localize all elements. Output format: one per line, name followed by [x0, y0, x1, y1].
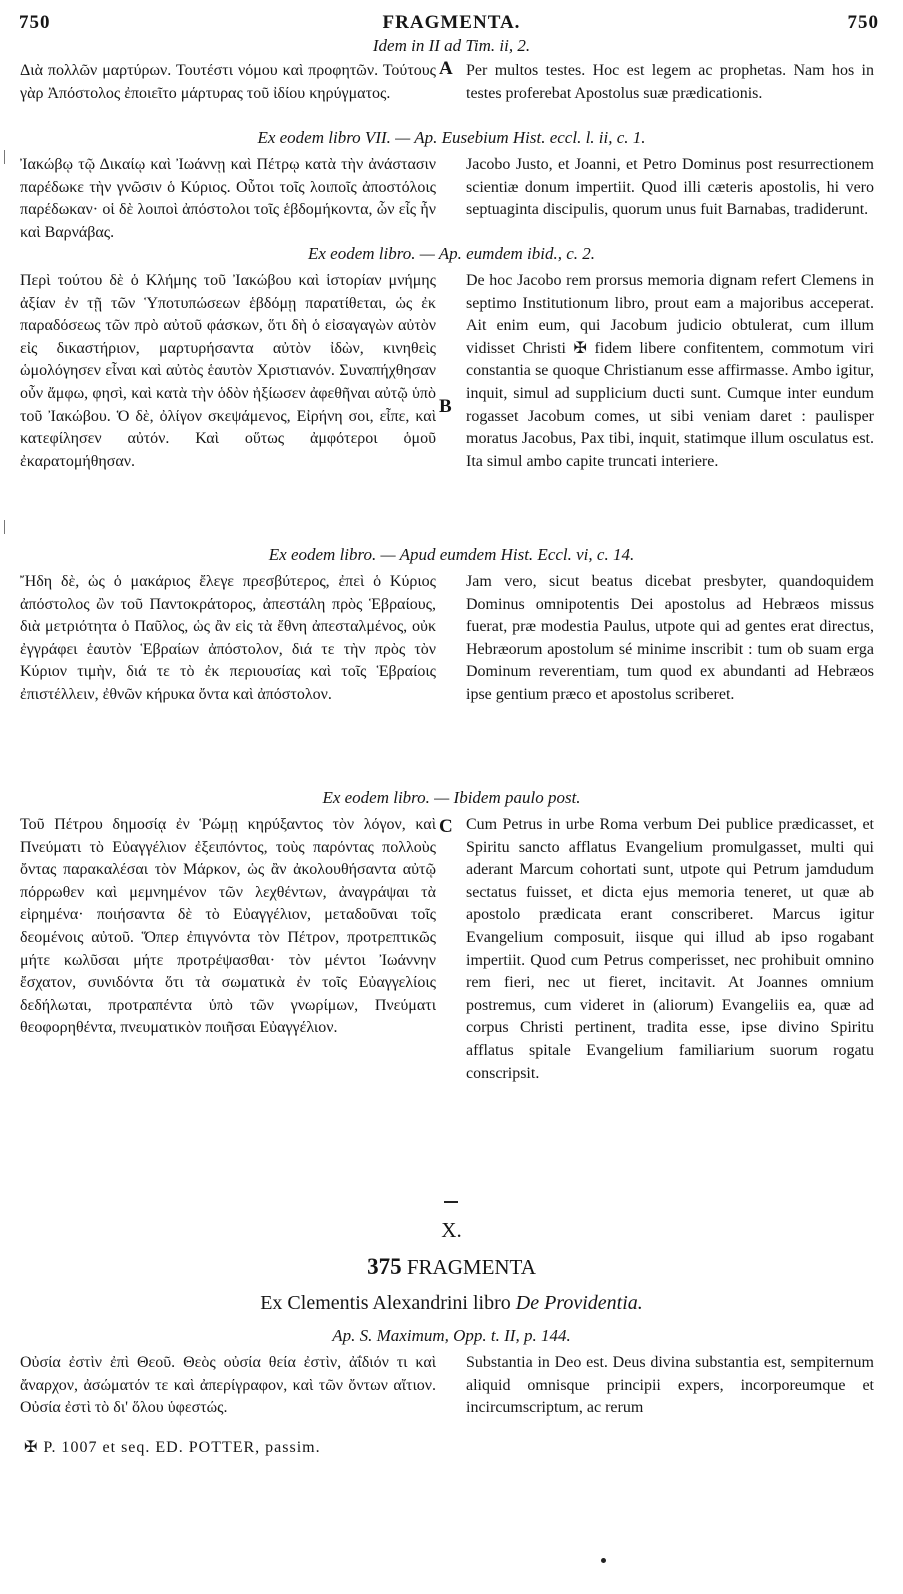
fragment-heading: FRAGMENTA	[406, 1255, 536, 1279]
section-subtitle	[0, 1292, 903, 1315]
margin-mark	[4, 520, 5, 534]
section-number: X.	[441, 1218, 462, 1242]
column-marker-a: A	[439, 58, 453, 79]
latin-column	[466, 1352, 874, 1420]
latin-text: Jacobo Justo, et Joanni, et Petro Dominus post resurrectionem scientiæ donum impertiit. Quod illi cæteris apostolis, hi vero septuaginta discipulis, quorum unus fuit Barnabas, tradiderunt.	[466, 156, 874, 219]
greek-text: Τοῦ Πέτρου δημοσίᾳ ἐν Ῥώμῃ κηρύξαντος τὸν λόγον, καὶ Πνεύματι τὸ Εὐαγγέλιον ἐξειπόντος, τοὺς παρόντας πολλοὺς ὄντας παρακαλέσαι τὸν Μάρκον, ὡς ἂν ἀκολουθήσαντα αὐτῷ πόρρωθεν καὶ μεμνημένον τῶν λεχθέντων, ἀναγράψαι τὰ εἰρημένα· ποιήσαντα δὲ τὸ Εὐαγγέλιον, μεταδοῦναι τοῖς δεομένοις αὐτοῦ. Ὅπερ ἐπιγνόντα τὸν Πέτρον, προτρεπτικῶς μήτε κωλῦσαι μήτε προτρέψασθαι· τὸν μέντοι Ἰωάννην ἔσχατον, συνιδόντα ὅτι τὰ σωματικὰ ἐν τοῖς Εὐαγγελίοις δεδήλωται, προτραπέντα ὑπὸ τῶν γνωρίμων, Πνεύματι θεοφορηθέντα, πνευματικὸν ποιῆσαι Εὐαγγέλιον.	[20, 816, 436, 1037]
section-title	[0, 1254, 903, 1280]
latin-text: Substantia in Deo est. Deus divina substantia est, sempiternum aliquid omnisque principii expers, incorporeumque et incircumscriptum, ac rerum	[466, 1354, 874, 1417]
page-number-left: 750	[19, 12, 51, 33]
footnote: ✠ P. 1007 et seq. ED. POTTER, passim.	[24, 1439, 321, 1456]
greek-text: Ἰακώβῳ τῷ Δικαίῳ καὶ Ἰωάννῃ καὶ Πέτρῳ κατὰ τὴν ἀνάστασιν παρέδωκε τὴν γνῶσιν ὁ Κύριος. Οὗτοι τοῖς λοιποῖς ἀποστόλοις παρέδωκαν· οἱ δὲ λοιποὶ ἀπόστολοι τοῖς ἑβδομήκοντα, ὧν εἷς ἦν καὶ Βαρνάβας.	[20, 156, 436, 241]
greek-column	[20, 60, 436, 105]
subtitle-work: De Providentia.	[515, 1292, 643, 1314]
latin-column	[466, 270, 874, 473]
greek-column	[20, 270, 436, 473]
margin-mark	[4, 150, 5, 164]
section-rubric: Ap. S. Maximum, Opp. t. II, p. 144.	[332, 1326, 571, 1345]
latin-text: Per multos testes. Hoc est legem ac prophetas. Nam hos in testes proferebat Apostolus suæ prædicationis.	[466, 62, 874, 102]
fragment-number: 375	[367, 1254, 402, 1279]
section-rubric: Ex eodem libro. — Ibidem paulo post.	[322, 788, 581, 807]
column-marker-c: C	[439, 816, 453, 837]
printer-mark	[601, 1558, 606, 1563]
section-rubric: Ex eodem libro. — Ap. eumdem ibid., c. 2.	[307, 244, 596, 263]
greek-text: Οὐσία ἐστὶν ἐπὶ Θεοῦ. Θεὸς οὐσία θεία ἐστὶν, ἀΐδιόν τι καὶ ἄναρχον, ἀσώματόν τε καὶ ἀπερίγραφον, καὶ τῶν ὄντων αἴτιον. Οὐσία ἐστὶ τὸ δι' ὅλου ὑφεστώς.	[20, 1354, 436, 1417]
page-number-right: 750	[847, 12, 879, 33]
latin-column	[466, 60, 874, 105]
latin-text: Jam vero, sicut beatus dicebat presbyter, quandoquidem Dominus omnipotentis Dei apostolus ad Hebræos missus fuerat, præ modestia Paulus, utpote qui ad gentes erat directus, Hebræorum apostolum sé minime inscribit : tum ob suam erga Dominum reverentiam, tum quod ex abundanti ad Hebræos ipse gentium præco et apostolus scriberet.	[466, 573, 874, 703]
section-divider	[444, 1201, 458, 1203]
greek-column	[20, 1352, 436, 1420]
section-rubric: Ex eodem libro VII. — Ap. Eusebium Hist. eccl. l. ii, c. 1.	[257, 128, 646, 147]
greek-text: Διὰ πολλῶν μαρτύρων. Τουτέστι νόμου καὶ προφητῶν. Τούτους γὰρ Ἀπόστολος ἐποιεῖτο μάρτυρας τοῦ ἰδίου κηρύγματος.	[20, 62, 436, 102]
latin-column	[466, 154, 874, 222]
column-marker-b: B	[439, 396, 452, 417]
latin-text: Cum Petrus in urbe Roma verbum Dei publice prædicasset, et Spiritu sancto afflatus Evangelium promulgasset, multi qui aderant Marcum cohortati sunt, utpote qui Petrum jamdudum sectatus fuisset, et dicta ejus memoria teneret, ut quæ ab apostolo prædicata erant conscriberet. Marcus igitur Evangelium composuit, iisque qui illud ab ipso rogabant impertiit. Quod cum Petrus comperisset, nec prohibuit omnino rem fieri, nec ut fieret, incitavit. At Joannes omnium postremus, cum videret in (aliorum) Evangeliis ea, quæ ad corpus Christi pertinent, tradita esse, ipse divino Spiritu afflatus spitale Evangelium familiarium suorum rogatu conscripsit.	[466, 816, 874, 1082]
greek-column	[20, 154, 436, 244]
section-rubric: Ex eodem libro. — Apud eumdem Hist. Eccl. vi, c. 14.	[268, 545, 635, 564]
subtitle-prefix: Ex Clementis Alexandrini libro	[260, 1292, 511, 1314]
latin-column	[466, 814, 874, 1085]
section-rubric: Idem in II ad Tim. ii, 2.	[372, 36, 531, 55]
running-title: FRAGMENTA.	[382, 12, 521, 33]
latin-column	[466, 571, 874, 707]
greek-column	[20, 814, 436, 1040]
greek-text: Περὶ τούτου δὲ ὁ Κλήμης τοῦ Ἰακώβου καὶ ἱστορίαν μνήμης ἀξίαν ἐν τῇ τῶν Ὑποτυπώσεων ἑβδόμῃ παρατίθεται, ὡς ἐκ παραδόσεως τῶν πρὸ αὐτοῦ φάσκων, ὅτι δὴ ὁ εἰσαγαγὼν αὐτὸν εἰς δικαστήριον, μαρτυρήσαντα αὐτὸν ἰδὼν, κινηθεὶς ὡμολόγησεν εἶναι καὶ αὐτὸς ἑαυτὸν Χριστιανόν. Συναπήχθησαν οὖν ἄμφω, φησὶ, καὶ κατὰ τὴν ὁδὸν ἠξίωσεν ἀφεθῆναι αὐτῷ ὑπὸ τοῦ Ἰακώβου. Ὁ δὲ, ὀλίγον σκεψάμενος, Εἰρήνη σοι, εἶπε, καὶ κατεφίλησεν αὐτόν. Καὶ οὕτως ἀμφότεροι ὁμοῦ ἐκαρατομήθησαν.	[20, 272, 436, 470]
greek-column	[20, 571, 436, 707]
greek-text: Ἤδη δὲ, ὡς ὁ μακάριος ἔλεγε πρεσβύτερος, ἐπεὶ ὁ Κύριος ἀπόστολος ὢν τοῦ Παντοκράτορος, ἀπεστάλη πρὸς Ἑβραίους, διὰ μετριότητα ὁ Παῦλος, ὡς ἂν εἰς τὰ ἔθνη ἀπεσταλμένος, οὐκ ἐγγράφει ἑαυτὸν Ἑβραίων ἀπόστολον, διά τε τὴν πρὸς τὸν Κύριον τιμὴν, διά τε τὸ ἐκ περιουσίας καὶ τοῖς Ἑβραίοις ἐπιστέλλειν, ἐθνῶν κήρυκα ὄντα καὶ ἀπόστολον.	[20, 573, 436, 703]
latin-text: De hoc Jacobo rem prorsus memoria dignam refert Clemens in septimo Institutionum libro, prout eam a majoribus acceperat. Ait enim eum, qui Jacobum judicio obtulerat, cum illum vidisset Christi ✠ fidem libere confitentem, commotum viri constantia se quoque Christianum esse affirmasse. Ambo igitur, inquit, simul ad supplicium ducti sunt. Cumque inter eundum rogasset Jacobum comes, ut sibi veniam daret : paulisper moratus Jacobus, Pax tibi, inquit, statimque illum osculatus est. Ita simul ambo capite truncati interiere.	[466, 272, 874, 470]
